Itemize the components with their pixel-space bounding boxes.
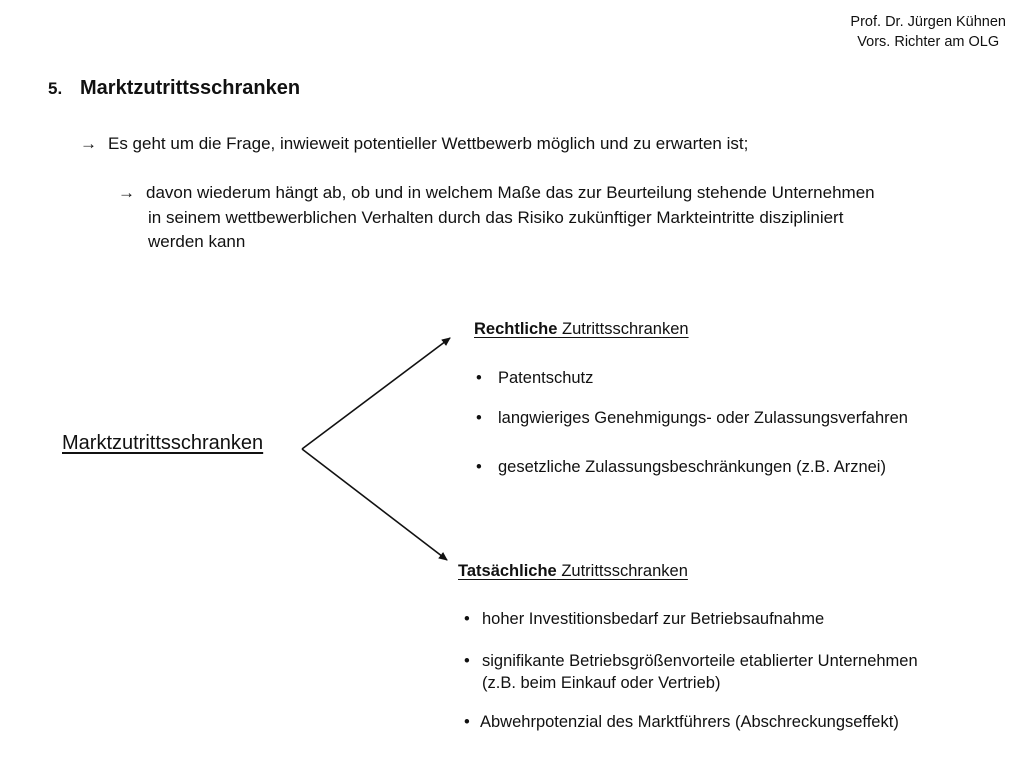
legal-heading-rest: Zutrittsschranken [557,320,689,338]
bullet-icon: • [464,652,470,670]
intro-line-2-text-c: werden kann [148,232,246,251]
bullet-icon: • [476,458,482,476]
factual-heading-bold: Tatsächliche [458,562,557,580]
factual-barriers-heading [458,562,688,581]
author-position: Vors. Richter am OLG [857,34,1000,50]
factual-item-text-cont: (z.B. beim Einkauf oder Vertrieb) [482,674,721,692]
factual-item-text: signifikante Betriebsgrößenvorteile etablierter Unternehmen [482,652,918,670]
factual-heading-rest: Zutrittsschranken [556,562,688,580]
legal-item-text: Patentschutz [498,369,594,387]
section-title-text: Marktzutrittsschranken [80,77,301,99]
factual-item-text: Abwehrpotenzial des Marktführers (Abschreckungseffekt) [480,713,899,731]
arrow-right-icon: → [80,134,97,153]
arrow-to-factual [302,449,447,560]
legal-item-text: langwieriges Genehmigungs- oder Zulassungsverfahren [498,409,908,427]
list-item [464,608,824,630]
bullet-icon: • [476,409,482,427]
legal-heading-bold: Rechtliche [474,320,558,338]
arrow-right-icon: → [118,183,135,202]
list-item [476,367,593,389]
bullet-icon: • [464,610,470,628]
intro-line-2-text-b: in seinem wettbewerblichen Verhalten durch das Risiko zukünftiger Markteintritte diszipliniert [148,207,844,227]
list-item [476,456,886,478]
legal-item-text: gesetzliche Zulassungsbeschränkungen (z.B. Arznei) [498,458,886,476]
author-name: Prof. Dr. Jürgen Kühnen [850,14,1006,30]
list-item [464,650,918,694]
bullet-icon: • [476,369,482,387]
list-item [476,407,908,429]
intro-line-1-text: Es geht um die Frage, inwieweit potentieller Wettbewerb möglich und zu erwarten ist; [108,134,749,153]
section-number: 5. [48,79,63,98]
arrow-to-legal [302,338,450,449]
legal-barriers-heading [474,320,689,339]
bullet-icon: • [464,713,470,731]
list-item [464,711,899,733]
intro-line-2-text-a: davon wiederum hängt ab, ob und in welchem Maße das zur Beurteilung stehende Unternehmen [146,183,875,202]
factual-item-text: hoher Investitionsbedarf zur Betriebsaufnahme [482,610,825,628]
root-node: Marktzutrittsschranken [62,432,264,454]
